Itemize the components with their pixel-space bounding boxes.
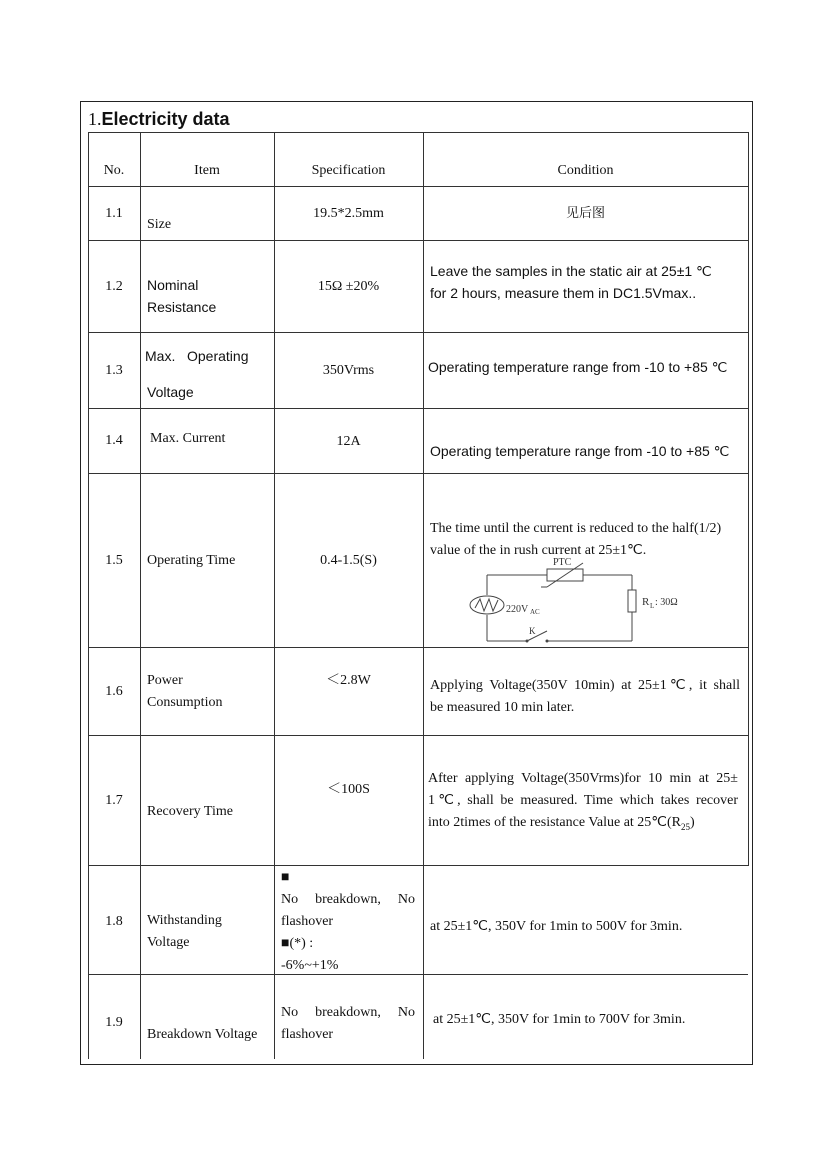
row-no: 1.6: [105, 684, 123, 699]
row-item: Size: [147, 217, 172, 232]
row-condition: 见后图: [565, 206, 605, 221]
row-condition-line1: After applying Voltage(350Vrms)for 10 min at 25±: [428, 771, 738, 786]
load-resistor-icon: [628, 590, 636, 612]
row-spec-line2: flashover: [281, 914, 334, 929]
ptc-label: PTC: [553, 557, 572, 568]
load-label: R: [642, 596, 650, 608]
row-spec: 19.5*2.5mm: [313, 206, 384, 221]
section-title-text: Electricity data: [101, 109, 230, 129]
row-spec: ＜2.8W: [326, 673, 371, 688]
row-item-line2: Consumption: [147, 695, 223, 710]
row-spec-line3: ■(*) :: [281, 936, 314, 951]
row-spec-line1: No breakdown, No: [281, 892, 415, 907]
row-no: 1.3: [105, 363, 123, 378]
row-item-line2: Voltage: [147, 384, 194, 400]
row-no: 1.5: [105, 553, 123, 568]
section-title: [88, 109, 230, 130]
row-condition: at 25±1℃, 350V for 1min to 700V for 3min.: [433, 1012, 686, 1027]
row-condition-line3: into 2times of the resistance Value at $25℃(R_{25})$: [428, 815, 695, 832]
header-item: Item: [194, 163, 220, 178]
source-subscript: AC: [530, 608, 540, 616]
header-no: No.: [103, 163, 125, 178]
row-condition-line2: for 2 hours, measure them in DC1.5Vmax..: [430, 285, 697, 301]
row-spec: 15Ω ±20%: [317, 279, 380, 294]
row-no: 1.9: [105, 1015, 123, 1030]
header-specification: Specification: [311, 163, 386, 178]
row-no: 1.8: [105, 914, 123, 929]
row-no: 1.4: [105, 433, 123, 448]
row-item-line1: Nominal: [147, 277, 199, 293]
row-condition-line2: 1℃, shall be measured. Time which takes recover: [428, 793, 738, 808]
row-item-line2: Voltage: [147, 935, 190, 950]
resistance-subscript: 25: [681, 821, 691, 832]
row-condition-line1: Leave the samples in the static air at 25±1 ℃: [430, 263, 712, 279]
row-item-line2: Resistance: [147, 299, 217, 315]
switch-label: K: [529, 626, 536, 636]
header-condition: Condition: [557, 163, 614, 178]
row-no: 1.2: [105, 279, 123, 294]
row-item: Max. Current: [150, 431, 226, 446]
row-condition: Operating temperature range from -10 to +85 ℃: [428, 359, 728, 375]
row-condition-line2: be measured 10 min later.: [430, 700, 575, 715]
row-item: Breakdown Voltage: [147, 1027, 258, 1042]
row-item: Recovery Time: [147, 804, 233, 819]
load-value: : 30Ω: [655, 597, 678, 608]
row-spec: 12A: [336, 434, 361, 449]
row-item-line1: Power: [147, 673, 183, 688]
row-condition-line2: value of the in rush current at 25±1℃.: [430, 543, 647, 558]
source-label: 220V: [506, 604, 529, 615]
row-no: 1.1: [105, 206, 123, 221]
row-spec-line4: -6%~+1%: [281, 958, 339, 973]
row-condition-line1: Applying Voltage(350V 10min) at 25±1℃, it shall: [430, 678, 740, 693]
ptc-test-circuit-diagram: [465, 553, 705, 645]
row-condition: Operating temperature range from -10 to +85 ℃: [430, 443, 730, 459]
row-spec: ＜100S: [327, 782, 370, 797]
row-condition: at 25±1℃, 350V for 1min to 500V for 3min.: [430, 919, 683, 934]
load-subscript: L: [650, 602, 655, 610]
row-spec: 350Vrms: [322, 363, 375, 378]
row-condition-line1: The time until the current is reduced to the half(1/2): [430, 521, 722, 536]
row-spec-line1: No breakdown, No: [281, 1005, 415, 1020]
section-number: 1.: [88, 109, 102, 129]
row-spec-bullet: ■: [281, 870, 290, 885]
row-item: Operating Time: [147, 553, 236, 568]
ac-source-icon: [470, 596, 504, 614]
row-item-line1: Withstanding: [147, 913, 222, 928]
row-no: 1.7: [105, 793, 123, 808]
row-item-line1: Max. Operating: [145, 348, 249, 364]
row-spec: 0.4-1.5(S): [320, 553, 377, 568]
row-spec-line2: flashover: [281, 1027, 334, 1042]
